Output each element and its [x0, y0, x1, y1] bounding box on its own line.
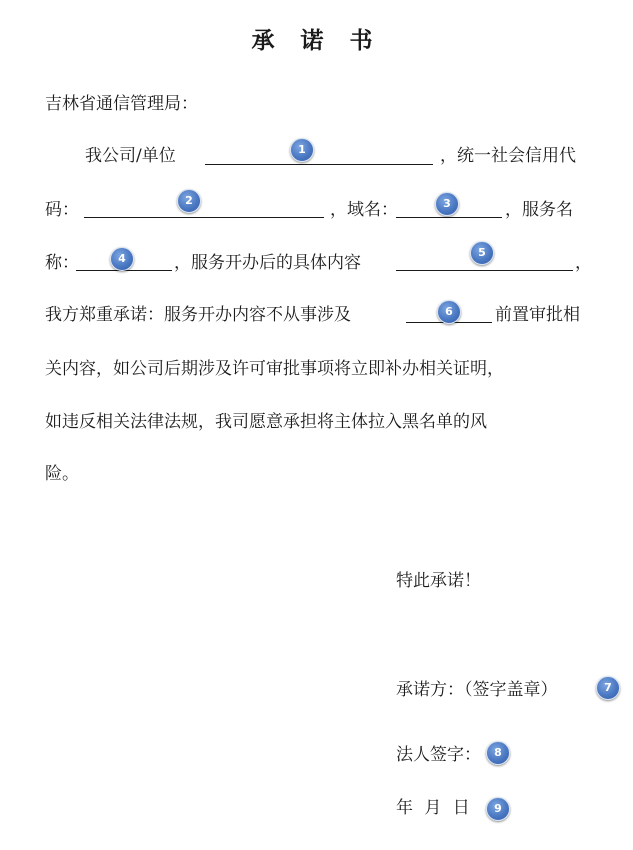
marker-3-badge: 3 [435, 192, 459, 216]
commitment-text-line5: 关内容，如公司后期涉及许可审批事项将立即补办相关证明， [45, 359, 504, 379]
service-content-field[interactable] [396, 270, 573, 271]
marker-1-badge: 1 [290, 138, 314, 162]
marker-2-badge: 2 [177, 189, 201, 213]
legal-rep-signature-label: 法人签字： [396, 745, 481, 765]
marker-8-badge: 8 [486, 741, 510, 765]
date-label: 年 月 日 [396, 798, 473, 818]
commitment-text-line7: 险。 [45, 464, 79, 484]
service-content-comma: ， [575, 253, 592, 273]
document-title: 承 诺 书 [251, 28, 382, 54]
commitment-text-cont: 前置审批相 [495, 305, 580, 325]
credit-code-label-end: 码： [45, 200, 79, 220]
company-name-field[interactable] [205, 164, 433, 165]
service-name-label-end: 称： [45, 253, 79, 273]
marker-7-badge: 7 [596, 676, 620, 700]
credit-code-label-start: ，统一社会信用代 [440, 146, 576, 166]
marker-9-badge: 9 [486, 797, 510, 821]
domain-field[interactable] [396, 217, 502, 218]
commitment-text-line6: 如违反相关法律法规，我司愿意承担将主体拉入黑名单的风 [45, 412, 487, 432]
closing-statement: 特此承诺！ [396, 571, 481, 591]
service-content-label: ，服务开办后的具体内容 [174, 253, 361, 273]
service-name-label-start: ，服务名 [505, 200, 573, 220]
credit-code-field[interactable] [84, 217, 324, 218]
commitment-text-start: 我方郑重承诺：服务开办内容不从事涉及 [45, 305, 351, 325]
marker-6-badge: 6 [437, 300, 461, 324]
marker-5-badge: 5 [470, 241, 494, 265]
promisor-signature-label: 承诺方：（签字盖章） [396, 680, 558, 700]
addressee: 吉林省通信管理局： [45, 94, 198, 114]
domain-label: ，域名： [330, 200, 398, 220]
marker-4-badge: 4 [110, 247, 134, 271]
company-label: 我公司/单位 [85, 146, 176, 166]
